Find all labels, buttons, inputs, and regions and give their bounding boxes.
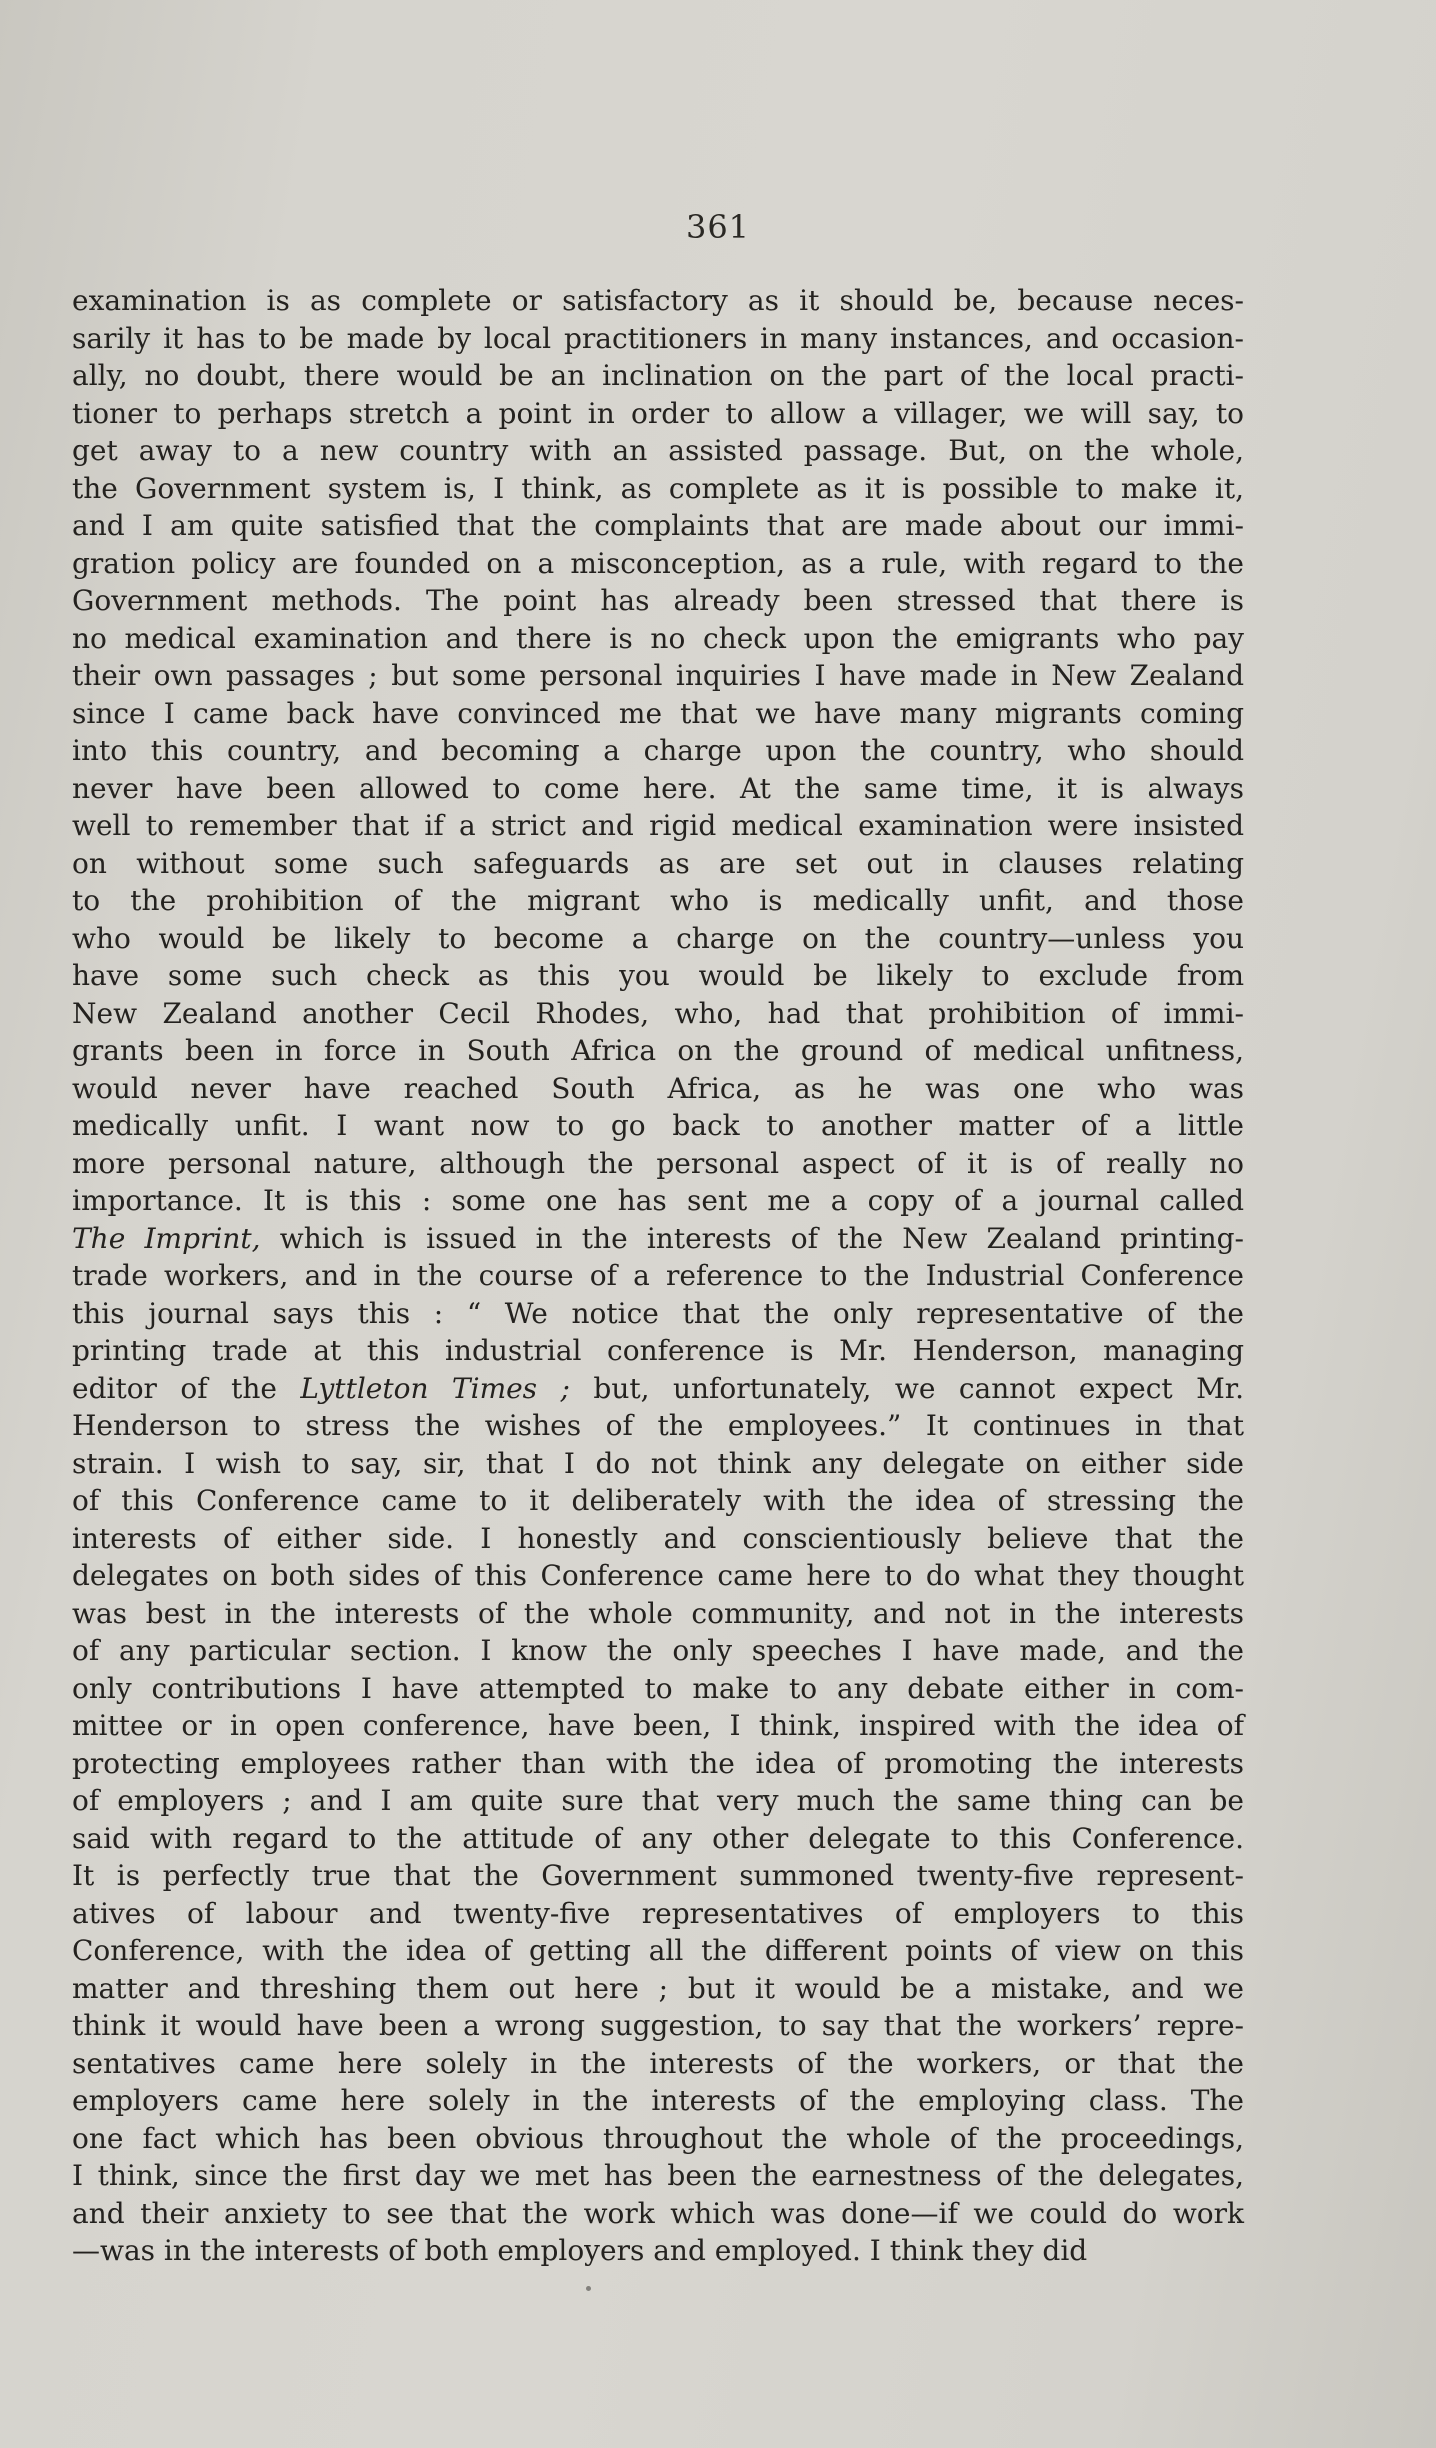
text-line	[72, 357, 1244, 395]
text-line	[72, 1782, 1244, 1820]
line-segment: to the prohibition of the migrant who is medically unfit, and those	[72, 884, 1244, 917]
text-line	[72, 1445, 1244, 1483]
text-line	[72, 920, 1244, 958]
line-segment: atives of labour and twenty-five representatives of employers to this	[72, 1896, 1244, 1930]
text-line	[72, 620, 1244, 658]
line-segment: strain. I wish to say, sir, that I do not think any delegate on either side	[72, 1446, 1244, 1480]
line-segment: interests of either side. I honestly and conscientiously believe that the	[72, 1521, 1244, 1555]
italic-title: Lyttleton Times ;	[300, 1371, 570, 1405]
line-segment: mittee or in open conference, have been, I think, inspired with the idea of	[72, 1709, 1244, 1742]
line-segment: get away to a new country with an assisted passage. But, on the whole,	[72, 434, 1244, 467]
text-line	[72, 657, 1244, 695]
line-segment: trade workers, and in the course of a reference to the Industrial Conference	[72, 1259, 1244, 1292]
text-line	[72, 695, 1244, 733]
text-line	[72, 2195, 1244, 2233]
line-segment: employers came here solely in the interests of the employing class. The	[72, 2084, 1244, 2117]
line-segment: importance. It is this : some one has sent me a copy of a journal called	[72, 1184, 1244, 1217]
line-segment: matter and threshing them out here ; but it would be a mistake, and we	[72, 1971, 1244, 2005]
page-number: 361	[685, 208, 751, 246]
line-segment: medically unfit. I want now to go back to another matter of a little	[72, 1109, 1244, 1142]
line-segment: think it would have been a wrong suggestion, to say that the workers’ repre-	[72, 2009, 1244, 2042]
text-line	[72, 1595, 1244, 1633]
text-line	[72, 1632, 1244, 1670]
text-line	[72, 545, 1244, 583]
text-line	[72, 1745, 1244, 1783]
text-line	[72, 282, 1244, 320]
line-segment: was best in the interests of the whole community, and not in the interests	[72, 1596, 1244, 1630]
text-line	[72, 432, 1244, 470]
text-line	[72, 507, 1244, 545]
line-segment: more personal nature, although the personal aspect of it is of really no	[72, 1146, 1244, 1180]
line-segment: well to remember that if a strict and rigid medical examination were insisted	[72, 809, 1244, 842]
line-segment: who would be likely to become a charge on the country—unless you	[72, 921, 1244, 955]
line-segment: examination is as complete or satisfactory as it should be, because neces-	[72, 284, 1244, 317]
line-segment: of this Conference came to it deliberately with the idea of stressing the	[72, 1484, 1244, 1517]
text-line	[72, 2232, 1244, 2270]
text-line	[72, 1220, 1244, 1258]
text-line	[72, 582, 1244, 620]
line-segment: tioner to perhaps stretch a point in order to allow a villager, we will say, to	[72, 396, 1244, 430]
line-segment: only contributions I have attempted to make to any debate either in com-	[72, 1671, 1244, 1705]
line-segment: I think, since the first day we met has been the earnestness of the delegates,	[72, 2159, 1244, 2192]
text-line	[72, 882, 1244, 920]
text-line	[72, 320, 1244, 358]
text-line	[72, 1520, 1244, 1558]
line-segment: would never have reached South Africa, as he was one who was	[72, 1071, 1244, 1105]
line-segment: printing trade at this industrial conference is Mr. Henderson, managing	[72, 1334, 1244, 1367]
text-line	[72, 1895, 1244, 1933]
line-segment: Henderson to stress the wishes of the employees.” It continues in that	[72, 1409, 1244, 1442]
text-line	[72, 2082, 1244, 2120]
line-segment: of employers ; and I am quite sure that very much the same thing can be	[72, 1784, 1244, 1817]
text-line	[72, 1107, 1244, 1145]
text-line	[72, 2045, 1244, 2083]
line-segment: said with regard to the attitude of any other delegate to this Conference.	[72, 1821, 1244, 1855]
line-segment: since I came back have convinced me that we have many migrants coming	[72, 696, 1244, 730]
line-segment: into this country, and becoming a charge upon the country, who should	[72, 734, 1244, 767]
text-line	[72, 1295, 1244, 1333]
text-line	[72, 395, 1244, 433]
line-segment: this journal says this : “ We notice that the only representative of the	[72, 1296, 1244, 1330]
line-segment: Government methods. The point has already been stressed that there is	[72, 584, 1244, 617]
text-line	[72, 1970, 1244, 2008]
line-segment: grants been in force in South Africa on the ground of medical unfitness,	[72, 1034, 1244, 1067]
text-line	[72, 1070, 1244, 1108]
line-segment: have some such check as this you would be likely to exclude from	[72, 959, 1244, 992]
italic-title: The Imprint,	[72, 1221, 261, 1255]
line-segment: their own passages ; but some personal inquiries I have made in New Zealand	[72, 659, 1244, 692]
line-segment: protecting employees rather than with the idea of promoting the interests	[72, 1746, 1244, 1780]
text-line	[72, 1145, 1244, 1183]
line-segment: never have been allowed to come here. At the same time, it is always	[72, 771, 1244, 805]
line-segment: of any particular section. I know the only speeches I have made, and the	[72, 1634, 1244, 1667]
line-segment: sentatives came here solely in the interests of the workers, or that the	[72, 2046, 1244, 2080]
text-line	[72, 2157, 1244, 2195]
line-segment: editor of the	[72, 1371, 301, 1405]
line-segment: but, unfortunately, we cannot expect Mr.	[569, 1371, 1244, 1405]
line-segment: the Government system is, I think, as complete as it is possible to make it,	[72, 471, 1244, 505]
text-line	[72, 2120, 1244, 2158]
line-segment: and I am quite satisfied that the complaints that are made about our immi-	[72, 509, 1244, 542]
line-segment: ally, no doubt, there would be an inclination on the part of the local practi-	[72, 359, 1244, 392]
text-line	[72, 1857, 1244, 1895]
text-line	[72, 1707, 1244, 1745]
line-segment: gration policy are founded on a misconception, as a rule, with regard to the	[72, 546, 1244, 580]
text-line	[72, 1670, 1244, 1708]
line-segment: delegates on both sides of this Conference came here to do what they thought	[72, 1559, 1244, 1592]
text-line	[72, 732, 1244, 770]
text-line	[72, 1482, 1244, 1520]
text-line	[72, 1932, 1244, 1970]
line-segment: which is issued in the interests of the New Zealand printing-	[260, 1221, 1244, 1255]
line-segment: on without some such safeguards as are set out in clauses relating	[72, 846, 1244, 880]
line-segment: one fact which has been obvious throughout the whole of the proceedings,	[72, 2121, 1244, 2155]
text-line	[72, 1032, 1244, 1070]
text-line	[72, 807, 1244, 845]
text-line	[72, 470, 1244, 508]
line-segment: It is perfectly true that the Government summoned twenty-five represent-	[72, 1859, 1244, 1892]
text-line	[72, 845, 1244, 883]
text-line	[72, 1257, 1244, 1295]
text-line	[72, 1407, 1244, 1445]
text-line	[72, 770, 1244, 808]
body-text	[72, 282, 1244, 2270]
text-line	[72, 1557, 1244, 1595]
text-line	[72, 1370, 1244, 1408]
line-segment: sarily it has to be made by local practitioners in many instances, and occasion-	[72, 321, 1244, 355]
line-segment: no medical examination and there is no check upon the emigrants who pay	[72, 621, 1244, 655]
text-line	[72, 1332, 1244, 1370]
print-speck	[586, 2286, 591, 2291]
text-line	[72, 2007, 1244, 2045]
line-segment: —was in the interests of both employers and employed. I think they did	[72, 2234, 1088, 2267]
line-segment: and their anxiety to see that the work which was done—if we could do work	[72, 2196, 1244, 2230]
text-line	[72, 995, 1244, 1033]
text-line	[72, 957, 1244, 995]
text-line	[72, 1182, 1244, 1220]
line-segment: New Zealand another Cecil Rhodes, who, had that prohibition of immi-	[72, 996, 1244, 1030]
line-segment: Conference, with the idea of getting all the different points of view on this	[72, 1934, 1244, 1967]
text-line	[72, 1820, 1244, 1858]
